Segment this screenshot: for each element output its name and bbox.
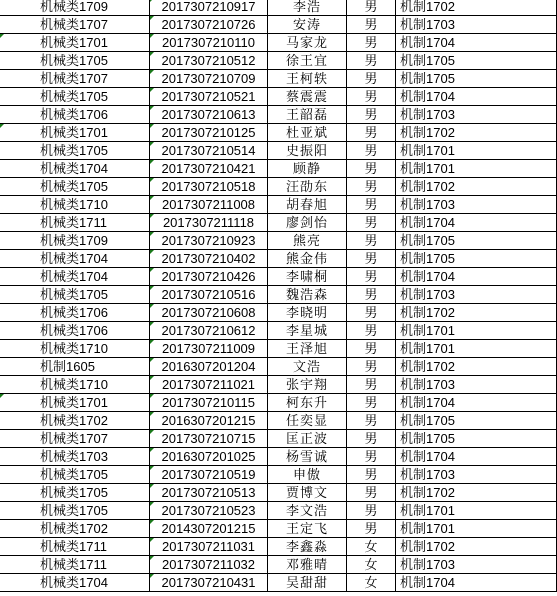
- cell-major[interactable]: 机制1702: [396, 178, 557, 196]
- cell-class-text: 机械类1701: [40, 125, 108, 140]
- cell-major[interactable]: 机制1702: [396, 304, 557, 322]
- cell-class[interactable]: [0, 34, 150, 52]
- cell-student-id[interactable]: [150, 574, 268, 592]
- number-as-text-marker-icon: [150, 214, 154, 218]
- cell-name[interactable]: 王柯轶: [268, 70, 347, 88]
- table-row: [0, 52, 557, 70]
- cell-student-id[interactable]: [150, 70, 268, 88]
- cell-gender[interactable]: 女: [347, 538, 396, 556]
- cell-student-id-text: 2017307210917: [161, 0, 256, 14]
- table-row: [0, 574, 557, 592]
- cell-student-id[interactable]: [150, 394, 268, 412]
- table-row: [0, 412, 557, 430]
- number-as-text-marker-icon: [150, 430, 154, 434]
- cell-gender[interactable]: 男: [347, 250, 396, 268]
- cell-gender[interactable]: 男: [347, 286, 396, 304]
- cell-student-id[interactable]: [150, 466, 268, 484]
- cell-gender[interactable]: 男: [347, 412, 396, 430]
- number-as-text-marker-icon: [150, 340, 154, 344]
- cell-class[interactable]: 机械类1705: [0, 286, 150, 304]
- cell-class[interactable]: 机械类1706: [0, 322, 150, 340]
- cell-name[interactable]: 顾静: [268, 160, 347, 178]
- text-marker-icon: [0, 124, 4, 128]
- number-as-text-marker-icon: [150, 538, 154, 542]
- cell-class[interactable]: 机械类1705: [0, 484, 150, 502]
- cell-student-id[interactable]: [150, 556, 268, 574]
- cell-gender[interactable]: 女: [347, 556, 396, 574]
- cell-class[interactable]: 机械类1702: [0, 412, 150, 430]
- cell-student-id-text: 2017307210402: [161, 251, 256, 266]
- number-as-text-marker-icon: [150, 250, 154, 254]
- cell-name[interactable]: 李啸桐: [268, 268, 347, 286]
- cell-class[interactable]: 机械类1711: [0, 214, 150, 232]
- table-row: [0, 88, 557, 106]
- cell-student-id[interactable]: [150, 106, 268, 124]
- cell-name[interactable]: 廖剑怡: [268, 214, 347, 232]
- cell-name[interactable]: 邓雅晴: [268, 556, 347, 574]
- cell-class[interactable]: 机械类1705: [0, 142, 150, 160]
- cell-student-id-text: 2017307211008: [161, 197, 256, 212]
- cell-student-id[interactable]: [150, 430, 268, 448]
- cell-gender[interactable]: 男: [347, 52, 396, 70]
- cell-class[interactable]: 机械类1705: [0, 466, 150, 484]
- cell-gender[interactable]: 男: [347, 232, 396, 250]
- table-row: [0, 304, 557, 322]
- number-as-text-marker-icon: [150, 556, 154, 560]
- cell-name[interactable]: 李鑫淼: [268, 538, 347, 556]
- cell-student-id[interactable]: [150, 304, 268, 322]
- cell-major[interactable]: 机制1703: [396, 556, 557, 574]
- cell-class[interactable]: 机械类1706: [0, 304, 150, 322]
- cell-name[interactable]: 史振阳: [268, 142, 347, 160]
- cell-class-text: 机械类1701: [40, 35, 108, 50]
- cell-gender[interactable]: 男: [347, 484, 396, 502]
- cell-major[interactable]: 机制1704: [396, 268, 557, 286]
- cell-student-id-text: 2017307210523: [161, 503, 256, 518]
- cell-major[interactable]: 机制1703: [396, 16, 557, 34]
- number-as-text-marker-icon: [150, 520, 154, 524]
- cell-class[interactable]: [0, 394, 150, 412]
- cell-student-id[interactable]: [150, 538, 268, 556]
- cell-student-id-text: 2017307210516: [161, 287, 256, 302]
- cell-gender[interactable]: 男: [347, 268, 396, 286]
- cell-class[interactable]: 机械类1705: [0, 88, 150, 106]
- table-row: [0, 502, 557, 520]
- cell-name[interactable]: 杜亚斌: [268, 124, 347, 142]
- cell-major[interactable]: 机制1701: [396, 160, 557, 178]
- number-as-text-marker-icon: [150, 358, 154, 362]
- cell-class[interactable]: 机械类1707: [0, 430, 150, 448]
- cell-name[interactable]: 安涛: [268, 16, 347, 34]
- cell-gender[interactable]: 男: [347, 16, 396, 34]
- cell-class[interactable]: 机械类1702: [0, 520, 150, 538]
- cell-student-id[interactable]: [150, 178, 268, 196]
- cell-major[interactable]: 机制1705: [396, 52, 557, 70]
- cell-student-id-text: 2016307201204: [161, 359, 256, 374]
- cell-name[interactable]: 王泽旭: [268, 340, 347, 358]
- cell-student-id-text: 2017307211032: [161, 557, 256, 572]
- cell-major[interactable]: 机制1702: [396, 538, 557, 556]
- cell-class[interactable]: 机械类1709: [0, 0, 150, 16]
- cell-student-id[interactable]: [150, 448, 268, 466]
- cell-student-id-text: 2017307210512: [161, 53, 256, 68]
- cell-gender[interactable]: 男: [347, 358, 396, 376]
- cell-major[interactable]: 机制1702: [396, 358, 557, 376]
- cell-student-id[interactable]: [150, 286, 268, 304]
- cell-class[interactable]: 机械类1710: [0, 340, 150, 358]
- cell-class[interactable]: 机械类1710: [0, 196, 150, 214]
- cell-student-id-text: 2017307210518: [161, 179, 256, 194]
- cell-student-id[interactable]: [150, 124, 268, 142]
- cell-major[interactable]: 机制1705: [396, 250, 557, 268]
- table-row: [0, 70, 557, 88]
- cell-student-id-text: 2017307210125: [161, 125, 256, 140]
- cell-student-id[interactable]: [150, 250, 268, 268]
- cell-major[interactable]: 机制1701: [396, 520, 557, 538]
- table-row: [0, 34, 557, 52]
- cell-major[interactable]: 机制1701: [396, 502, 557, 520]
- cell-student-id-text: 2017307211009: [161, 341, 256, 356]
- number-as-text-marker-icon: [150, 106, 154, 110]
- cell-name[interactable]: 胡春旭: [268, 196, 347, 214]
- number-as-text-marker-icon: [150, 268, 154, 272]
- cell-student-id-text: 2016307201215: [161, 413, 256, 428]
- cell-major[interactable]: 机制1702: [396, 0, 557, 16]
- cell-student-id-text: 2017307211021: [161, 377, 256, 392]
- table-row: [0, 196, 557, 214]
- cell-student-id-text: 2017307210514: [161, 143, 256, 158]
- table-row: [0, 232, 557, 250]
- cell-student-id-text: 2017307210612: [161, 323, 256, 338]
- cell-gender[interactable]: 男: [347, 466, 396, 484]
- number-as-text-marker-icon: [150, 160, 154, 164]
- cell-student-id[interactable]: [150, 16, 268, 34]
- cell-student-id[interactable]: [150, 160, 268, 178]
- table-row: [0, 142, 557, 160]
- table-row: [0, 214, 557, 232]
- cell-gender[interactable]: 男: [347, 448, 396, 466]
- cell-student-id-text: 2017307211118: [162, 215, 255, 230]
- cell-student-id-text: 2017307211031: [161, 539, 256, 554]
- cell-gender[interactable]: 男: [347, 430, 396, 448]
- cell-name[interactable]: 王定飞: [268, 520, 347, 538]
- cell-major[interactable]: 机制1703: [396, 376, 557, 394]
- cell-major[interactable]: 机制1705: [396, 232, 557, 250]
- number-as-text-marker-icon: [150, 70, 154, 74]
- number-as-text-marker-icon: [150, 16, 154, 20]
- number-as-text-marker-icon: [150, 178, 154, 182]
- cell-class[interactable]: 机械类1704: [0, 250, 150, 268]
- cell-class[interactable]: 机械类1706: [0, 106, 150, 124]
- cell-major[interactable]: 机制1702: [396, 124, 557, 142]
- cell-student-id[interactable]: [150, 358, 268, 376]
- cell-name[interactable]: 蔡震震: [268, 88, 347, 106]
- number-as-text-marker-icon: [150, 322, 154, 326]
- cell-class[interactable]: 机械类1711: [0, 556, 150, 574]
- cell-class[interactable]: [0, 124, 150, 142]
- cell-gender[interactable]: 男: [347, 0, 396, 16]
- cell-student-id[interactable]: [150, 142, 268, 160]
- cell-student-id[interactable]: [150, 322, 268, 340]
- number-as-text-marker-icon: [150, 88, 154, 92]
- cell-student-id[interactable]: [150, 502, 268, 520]
- table-row: [0, 430, 557, 448]
- cell-gender[interactable]: 男: [347, 106, 396, 124]
- table-row: [0, 358, 557, 376]
- cell-class[interactable]: 机械类1704: [0, 160, 150, 178]
- cell-student-id[interactable]: [150, 520, 268, 538]
- cell-class-text: 机械类1701: [40, 395, 108, 410]
- cell-class[interactable]: 机械类1707: [0, 16, 150, 34]
- number-as-text-marker-icon: [150, 286, 154, 290]
- table-row: [0, 466, 557, 484]
- table-row: [0, 322, 557, 340]
- cell-student-id-text: 2017307210426: [161, 269, 256, 284]
- cell-name[interactable]: 熊金伟: [268, 250, 347, 268]
- cell-major[interactable]: 机制1704: [396, 34, 557, 52]
- cell-name[interactable]: 贾博文: [268, 484, 347, 502]
- cell-name[interactable]: 汪劭东: [268, 178, 347, 196]
- cell-name[interactable]: 李晓明: [268, 304, 347, 322]
- table-row: [0, 250, 557, 268]
- cell-gender[interactable]: 男: [347, 178, 396, 196]
- cell-name[interactable]: 李文浩: [268, 502, 347, 520]
- cell-major[interactable]: 机制1703: [396, 286, 557, 304]
- table-row: [0, 124, 557, 142]
- cell-major[interactable]: 机制1704: [396, 88, 557, 106]
- cell-student-id-text: 2017307210521: [161, 89, 256, 104]
- cell-student-id[interactable]: [150, 376, 268, 394]
- cell-student-id[interactable]: [150, 52, 268, 70]
- cell-class[interactable]: 机械类1704: [0, 268, 150, 286]
- cell-major[interactable]: 机制1704: [396, 448, 557, 466]
- cell-name[interactable]: 马家龙: [268, 34, 347, 52]
- cell-student-id-text: 2017307210923: [161, 233, 256, 248]
- cell-student-id-text: 2014307201215: [161, 521, 256, 536]
- table-row: [0, 376, 557, 394]
- table-row: [0, 106, 557, 124]
- cell-major[interactable]: 机制1701: [396, 340, 557, 358]
- cell-student-id-text: 2017307210608: [161, 305, 256, 320]
- cell-major[interactable]: 机制1703: [396, 196, 557, 214]
- cell-major[interactable]: 机制1704: [396, 214, 557, 232]
- cell-gender[interactable]: 女: [347, 574, 396, 592]
- cell-name[interactable]: 匡正波: [268, 430, 347, 448]
- table-row: [0, 286, 557, 304]
- cell-student-id[interactable]: [150, 340, 268, 358]
- cell-name[interactable]: 王韶磊: [268, 106, 347, 124]
- cell-class[interactable]: 机械类1705: [0, 178, 150, 196]
- number-as-text-marker-icon: [150, 232, 154, 236]
- cell-class[interactable]: 机械类1709: [0, 232, 150, 250]
- cell-name[interactable]: 李浩: [268, 0, 347, 16]
- cell-class[interactable]: 机械类1705: [0, 502, 150, 520]
- number-as-text-marker-icon: [150, 196, 154, 200]
- cell-name[interactable]: 申傲: [268, 466, 347, 484]
- cell-class[interactable]: 机制1605: [0, 358, 150, 376]
- cell-name[interactable]: 李星城: [268, 322, 347, 340]
- cell-major[interactable]: 机制1703: [396, 106, 557, 124]
- cell-class[interactable]: 机械类1710: [0, 376, 150, 394]
- table-row: [0, 160, 557, 178]
- number-as-text-marker-icon: [150, 502, 154, 506]
- cell-student-id[interactable]: [150, 232, 268, 250]
- text-marker-icon: [0, 394, 4, 398]
- cell-student-id[interactable]: [150, 214, 268, 232]
- cell-gender[interactable]: 男: [347, 376, 396, 394]
- cell-student-id-text: 2017307210715: [161, 431, 256, 446]
- cell-name[interactable]: 徐王宜: [268, 52, 347, 70]
- cell-name[interactable]: 吴甜甜: [268, 574, 347, 592]
- cell-major[interactable]: 机制1704: [396, 574, 557, 592]
- cell-student-id-text: 2017307210421: [161, 161, 256, 176]
- number-as-text-marker-icon: [150, 484, 154, 488]
- cell-name[interactable]: 柯东升: [268, 394, 347, 412]
- cell-gender[interactable]: 男: [347, 214, 396, 232]
- cell-name[interactable]: 张宇翔: [268, 376, 347, 394]
- number-as-text-marker-icon: [150, 0, 154, 2]
- cell-gender[interactable]: 男: [347, 34, 396, 52]
- cell-name[interactable]: 杨雪诚: [268, 448, 347, 466]
- table-row: [0, 520, 557, 538]
- cell-student-id-text: 2017307210115: [161, 395, 256, 410]
- table-row: [0, 448, 557, 466]
- cell-name[interactable]: 魏浩森: [268, 286, 347, 304]
- number-as-text-marker-icon: [150, 142, 154, 146]
- cell-student-id[interactable]: [150, 196, 268, 214]
- cell-major[interactable]: 机制1702: [396, 484, 557, 502]
- table-row: [0, 0, 557, 16]
- cell-student-id[interactable]: [150, 268, 268, 286]
- number-as-text-marker-icon: [150, 304, 154, 308]
- table-row: [0, 178, 557, 196]
- cell-student-id[interactable]: [150, 412, 268, 430]
- number-as-text-marker-icon: [150, 394, 154, 398]
- cell-gender[interactable]: 男: [347, 520, 396, 538]
- cell-student-id-text: 2016307201025: [161, 449, 256, 464]
- cell-student-id[interactable]: [150, 484, 268, 502]
- cell-major[interactable]: 机制1705: [396, 70, 557, 88]
- cell-major[interactable]: 机制1701: [396, 142, 557, 160]
- cell-major[interactable]: 机制1705: [396, 430, 557, 448]
- cell-student-id-text: 2017307210613: [161, 107, 256, 122]
- number-as-text-marker-icon: [150, 574, 154, 578]
- table-row: [0, 556, 557, 574]
- table-row: [0, 394, 557, 412]
- cell-major[interactable]: 机制1703: [396, 466, 557, 484]
- cell-gender[interactable]: 男: [347, 70, 396, 88]
- cell-name[interactable]: 熊亮: [268, 232, 347, 250]
- cell-gender[interactable]: 男: [347, 142, 396, 160]
- cell-gender[interactable]: 男: [347, 196, 396, 214]
- cell-gender[interactable]: 男: [347, 394, 396, 412]
- cell-gender[interactable]: 男: [347, 322, 396, 340]
- cell-name[interactable]: 任奕显: [268, 412, 347, 430]
- cell-student-id-text: 2017307210110: [161, 35, 256, 50]
- table-row: [0, 340, 557, 358]
- cell-major[interactable]: 机制1704: [396, 394, 557, 412]
- text-marker-icon: [0, 34, 4, 38]
- cell-student-id-text: 2017307210519: [161, 467, 256, 482]
- number-as-text-marker-icon: [150, 466, 154, 470]
- cell-major[interactable]: 机制1705: [396, 412, 557, 430]
- cell-student-id[interactable]: [150, 34, 268, 52]
- table-row: [0, 484, 557, 502]
- cell-class[interactable]: 机械类1711: [0, 538, 150, 556]
- cell-name[interactable]: 文浩: [268, 358, 347, 376]
- cell-class[interactable]: 机械类1704: [0, 574, 150, 592]
- number-as-text-marker-icon: [150, 376, 154, 380]
- cell-student-id-text: 2017307210431: [161, 575, 256, 590]
- cell-student-id[interactable]: [150, 0, 268, 16]
- cell-student-id[interactable]: [150, 88, 268, 106]
- cell-gender[interactable]: 男: [347, 340, 396, 358]
- cell-student-id-text: 2017307210726: [161, 17, 256, 32]
- table-row: [0, 538, 557, 556]
- cell-class[interactable]: 机械类1707: [0, 70, 150, 88]
- cell-gender[interactable]: 男: [347, 304, 396, 322]
- cell-student-id-text: 2017307210709: [161, 71, 256, 86]
- table-row: [0, 268, 557, 286]
- cell-student-id-text: 2017307210513: [161, 485, 256, 500]
- cell-gender[interactable]: 男: [347, 160, 396, 178]
- cell-class[interactable]: 机械类1705: [0, 52, 150, 70]
- table-row: [0, 16, 557, 34]
- number-as-text-marker-icon: [150, 448, 154, 452]
- number-as-text-marker-icon: [150, 34, 154, 38]
- cell-gender[interactable]: 男: [347, 124, 396, 142]
- cell-class[interactable]: 机械类1703: [0, 448, 150, 466]
- cell-major[interactable]: 机制1701: [396, 322, 557, 340]
- cell-gender[interactable]: 男: [347, 502, 396, 520]
- cell-gender[interactable]: 男: [347, 88, 396, 106]
- number-as-text-marker-icon: [150, 52, 154, 56]
- number-as-text-marker-icon: [150, 412, 154, 416]
- number-as-text-marker-icon: [150, 124, 154, 128]
